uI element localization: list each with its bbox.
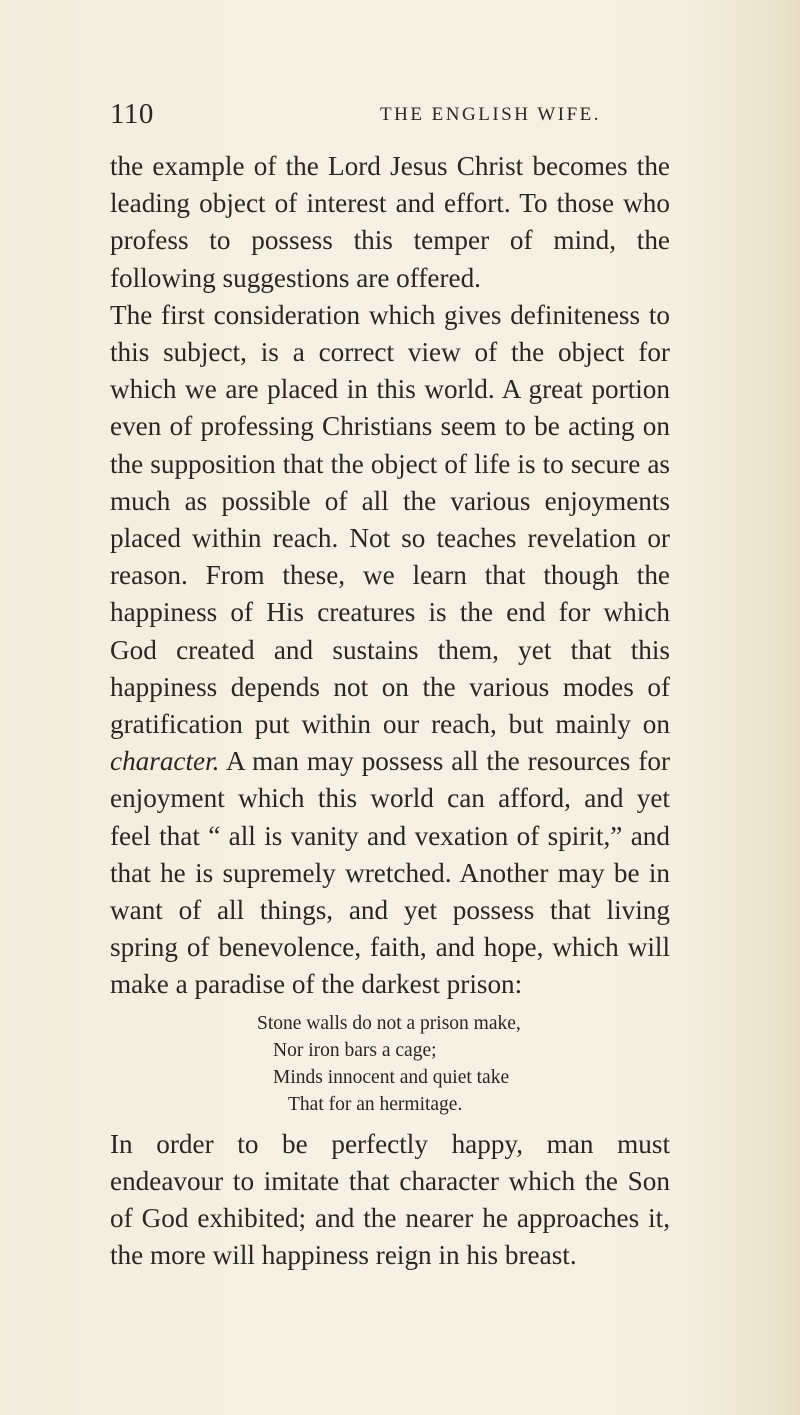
poem-line-1: Stone walls do not a prison make, — [257, 1012, 521, 1034]
poem-line-3: Minds innocent and quiet take — [273, 1066, 510, 1088]
body-text — [110, 148, 670, 1274]
running-head: THE ENGLISH WIFE. — [380, 104, 602, 125]
page-number: 110 — [110, 98, 154, 130]
paragraph-2-text-b: A man may possess all the resources for enjoyment which this world can afford, and yet feel that “ all is vanity and vexation of spirit,” and that he is supremely wretched. Another may be in want of all things, and yet possess that living spring of benevolence, faith, and hope, which will make a paradise of the darkest prison: — [110, 746, 670, 1000]
italic-character: character. — [110, 746, 220, 777]
poem-quote — [110, 1010, 670, 1118]
paragraph-2 — [110, 297, 670, 1004]
poem-line-4: That for an hermitage. — [288, 1093, 463, 1115]
paragraph-3: In order to be perfectly happy, man must endeavour to imitate that character which the Son of God exhibited; and the nearer he approaches it, the more will happiness reign in his breast. — [110, 1128, 670, 1271]
poem-line-2: Nor iron bars a cage; — [273, 1039, 437, 1061]
paragraph-2-text-a: The first consideration which gives definiteness to this subject, is a correct view of the object for which we are placed in this world. A great portion even of professing Christians seem to be acting on the supposition that the object of life is to secure as much as possible of all the various enjoyments placed within reach. Not so teaches revelation or reason. From these, we learn that though the happiness of His creatures is the end for which God created and sustains them, yet that this happiness depends not on the various modes of gratification put within our reach, but mainly on — [110, 299, 670, 740]
page-header — [110, 98, 670, 138]
paragraph-1: the example of the Lord Jesus Christ becomes the leading object of interest and effort. To those who profess to possess this temper of mind, the following suggestions are offered. — [110, 151, 670, 293]
